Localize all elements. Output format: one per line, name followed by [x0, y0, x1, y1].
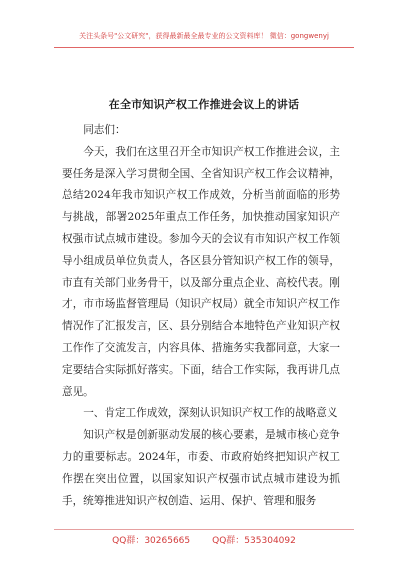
page-footer [0, 533, 408, 546]
document-title: 在全市知识产权工作推进会议上的讲话 [108, 98, 300, 111]
page-header [54, 9, 354, 48]
section-heading: 一、肯定工作成效，深刻认识知识产权工作的战略意义 [83, 407, 338, 420]
document-body [62, 120, 340, 512]
paragraph: 知识产权是创新驱动发展的核心要素，是城市核心竞争力的重要标志。2024年，市委、市政府始终把知识产权工作摆在突出位置，以国家知识产权强市试点城市建设为抓手，统筹推进知识产权创造、运用、保护、管理和服务 [62, 429, 340, 507]
header-notice: 关注头条号"公文研究"，获得最新最全最专业的公文资料库！ 微信：gongwenyj [79, 32, 329, 40]
greeting: 同志们： [83, 124, 126, 136]
paragraph: 今天，我们在这里召开全市知识产权工作推进会议，主要任务是深入学习贯彻全国、全省知识产权工作会议精神，总结2024年我市知识产权工作成效，分析当前面临的形势与挑战，部署2025年重点工作任务，加快推动国家知识产权强市试点城市建设。参加今天的会议有市知识产权工作领导小组成员单位负责人，各区县分管知识产权工作的领导，市直有关部门业务骨干，以及部分重点企业、高校代表。刚才，市市场监督管理局（知识产权局）就全市知识产权工作情况作了汇报发言，区、县分别结合本地特色产业知识产权工作作了交流发言，内容具体、措施务实我都同意，大家一定要结合实际抓好落实。下面，结合工作实际，我再讲几点意见。 [62, 145, 340, 398]
qq-group-2: QQ群：535304092 [212, 536, 296, 546]
qq-group-1: QQ群：30265665 [112, 536, 191, 546]
footer-divider [54, 529, 354, 530]
